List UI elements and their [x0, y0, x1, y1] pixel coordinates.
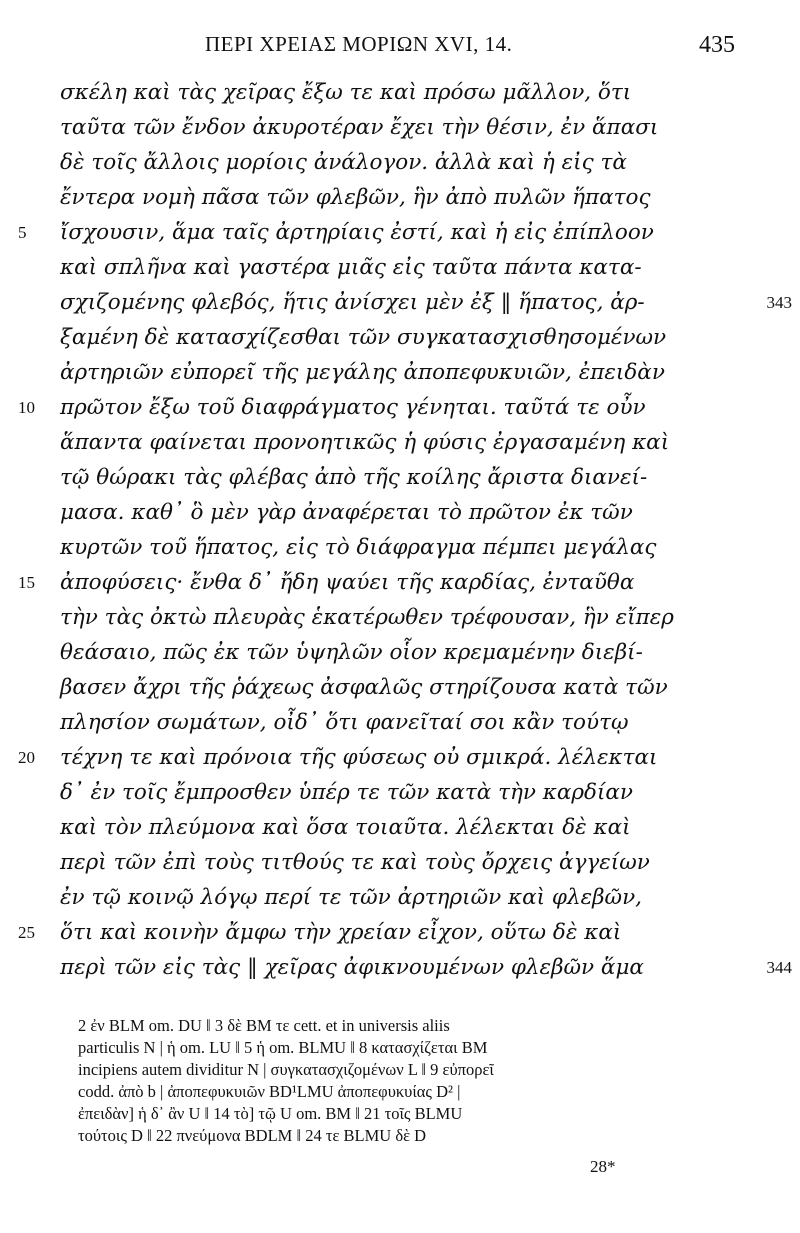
text-line	[0, 565, 800, 600]
line-number: 5	[18, 223, 27, 242]
line-text: ἀποφύσεις· ἔνθα δ᾽ ἤδη ψαύει τῆς καρδίας, ἐνταῦθα	[60, 570, 635, 595]
text-line	[0, 75, 800, 110]
text-line	[0, 915, 800, 950]
text-line	[0, 425, 800, 460]
text-line	[0, 180, 800, 215]
line-text: ἴσχουσιν, ἅμα ταῖς ἀρτηρίαις ἐστί, καὶ ἡ εἰς ἐπίπλοον	[60, 220, 654, 245]
line-text: ἅπαντα φαίνεται προνοητικῶς ἡ φύσις ἐργασαμένη καὶ	[60, 430, 670, 455]
apparatus-line: particulis N | ἡ om. LU ‖ 5 ἡ om. BLMU ‖ 8 κατασχίζεται BM	[78, 1038, 488, 1057]
line-text: ἐν τῷ κοινῷ λόγῳ περί τε τῶν ἀρτηριῶν καὶ φλεβῶν,	[60, 885, 642, 910]
line-text: ταῦτα τῶν ἔνδον ἀκυροτέραν ἔχει τὴν θέσιν, ἐν ἅπασι	[60, 115, 659, 140]
text-line	[0, 810, 800, 845]
text-line	[0, 740, 800, 775]
line-text: κυρτῶν τοῦ ἥπατος, εἰς τὸ διάφραγμα πέμπει μεγάλας	[60, 535, 657, 560]
line-number: 25	[18, 923, 35, 942]
text-line	[0, 845, 800, 880]
line-text: δ᾽ ἐν τοῖς ἔμπροσθεν ὑπέρ τε τῶν κατὰ τὴν καρδίαν	[60, 780, 633, 805]
line-text: πλησίον σωμάτων, οἶδ᾽ ὅτι φανεῖταί σοι κἂν τούτῳ	[60, 710, 629, 735]
signature-mark: 28*	[590, 1157, 616, 1176]
edition-page-marker: 343	[766, 293, 792, 312]
apparatus-line: τούτοις D ‖ 22 πνεύμονα BDLM ‖ 24 τε BLMU δὲ D	[78, 1126, 427, 1145]
line-number: 10	[18, 398, 35, 417]
critical-apparatus	[78, 1015, 758, 1147]
line-text: ξαμένη δὲ κατασχίζεσθαι τῶν συγκατασχισθησομένων	[60, 325, 667, 350]
text-line	[0, 635, 800, 670]
text-line	[0, 775, 800, 810]
text-line	[0, 215, 800, 250]
line-text: περὶ τῶν ἐπὶ τοὺς τιτθούς τε καὶ τοὺς ὄρχεις ἀγγείων	[60, 850, 650, 875]
text-line	[0, 110, 800, 145]
page-number: 435	[699, 32, 735, 58]
running-header	[205, 32, 735, 62]
apparatus-line: codd. ἀπὸ b | ἀποπεφυκυιῶν BD¹LMU ἀποπεφυκυίας D² |	[78, 1082, 461, 1101]
line-text: βασεν ἄχρι τῆς ῥάχεως ἀσφαλῶς στηρίζουσα κατὰ τῶν	[60, 675, 668, 700]
line-text: σκέλη καὶ τὰς χεῖρας ἔξω τε καὶ πρόσω μᾶλλον, ὅτι	[60, 80, 632, 105]
line-text: καὶ τὸν πλεύμονα καὶ ὅσα τοιαῦτα. λέλεκται δὲ καὶ	[60, 815, 631, 840]
line-text: ἀρτηριῶν εὐπορεῖ τῆς μεγάλης ἀποπεφυκυιῶν, ἐπειδὰν	[60, 360, 665, 385]
text-line	[0, 460, 800, 495]
line-number: 15	[18, 573, 35, 592]
apparatus-line: ἐπειδὰν] ἡ δ᾽ ἂν U ‖ 14 τὸ] τῷ U om. BM ‖ 21 τοῖς BLMU	[78, 1104, 463, 1123]
apparatus-line: incipiens autem dividitur N | συγκατασχιζομένων L ‖ 9 εὐπορεῖ	[78, 1060, 494, 1079]
text-line	[0, 670, 800, 705]
line-text: ἔντερα νομὴ πᾶσα τῶν φλεβῶν, ἣν ἀπὸ πυλῶν ἥπατος	[60, 185, 651, 210]
text-line	[0, 950, 800, 985]
text-line	[0, 145, 800, 180]
text-line	[0, 495, 800, 530]
line-text: περὶ τῶν εἰς τὰς ‖ χεῖρας ἀφικνουμένων φλεβῶν ἅμα	[60, 955, 644, 980]
line-text: σχιζομένης φλεβός, ἥτις ἀνίσχει μὲν ἐξ ‖ ἥπατος, ἀρ-	[60, 290, 645, 315]
line-text: δὲ τοῖς ἄλλοις μορίοις ἀνάλογον. ἀλλὰ καὶ ἡ εἰς τὰ	[60, 150, 627, 175]
text-line	[0, 285, 800, 320]
line-text: καὶ σπλῆνα καὶ γαστέρα μιᾶς εἰς ταῦτα πάντα κατα-	[60, 255, 642, 280]
text-line	[0, 355, 800, 390]
apparatus-line: 2 ἐν BLM om. DU ‖ 3 δὲ BM τε cett. et in universis aliis	[78, 1016, 450, 1035]
text-line	[0, 530, 800, 565]
text-line	[0, 705, 800, 740]
line-text: τῷ θώρακι τὰς φλέβας ἀπὸ τῆς κοίλης ἄριστα διανεί-	[60, 465, 648, 490]
line-text: ὅτι καὶ κοινὴν ἄμφω τὴν χρείαν εἶχον, οὕτω δὲ καὶ	[60, 920, 622, 945]
text-line	[0, 600, 800, 635]
line-text: μασα. καθ᾽ ὃ μὲν γὰρ ἀναφέρεται τὸ πρῶτον ἐκ τῶν	[60, 500, 633, 525]
running-title: ΠΕΡΙ ΧΡΕΙΑΣ ΜΟΡΙΩΝ XVI, 14.	[205, 32, 513, 56]
text-line	[0, 320, 800, 355]
line-text: τὴν τὰς ὀκτὼ πλευρὰς ἑκατέρωθεν τρέφουσαν, ἣν εἴπερ	[60, 605, 674, 630]
line-text: θεάσαιο, πῶς ἐκ τῶν ὑψηλῶν οἷον κρεμαμένην διεβί-	[60, 640, 643, 665]
text-line	[0, 880, 800, 915]
line-text: πρῶτον ἔξω τοῦ διαφράγματος γένηται. ταῦτά τε οὖν	[60, 395, 646, 420]
text-line	[0, 250, 800, 285]
text-line	[0, 390, 800, 425]
line-number: 20	[18, 748, 35, 767]
line-text: τέχνη τε καὶ πρόνοια τῆς φύσεως οὐ σμικρά. λέλεκται	[60, 745, 658, 770]
edition-page-marker: 344	[766, 958, 792, 977]
